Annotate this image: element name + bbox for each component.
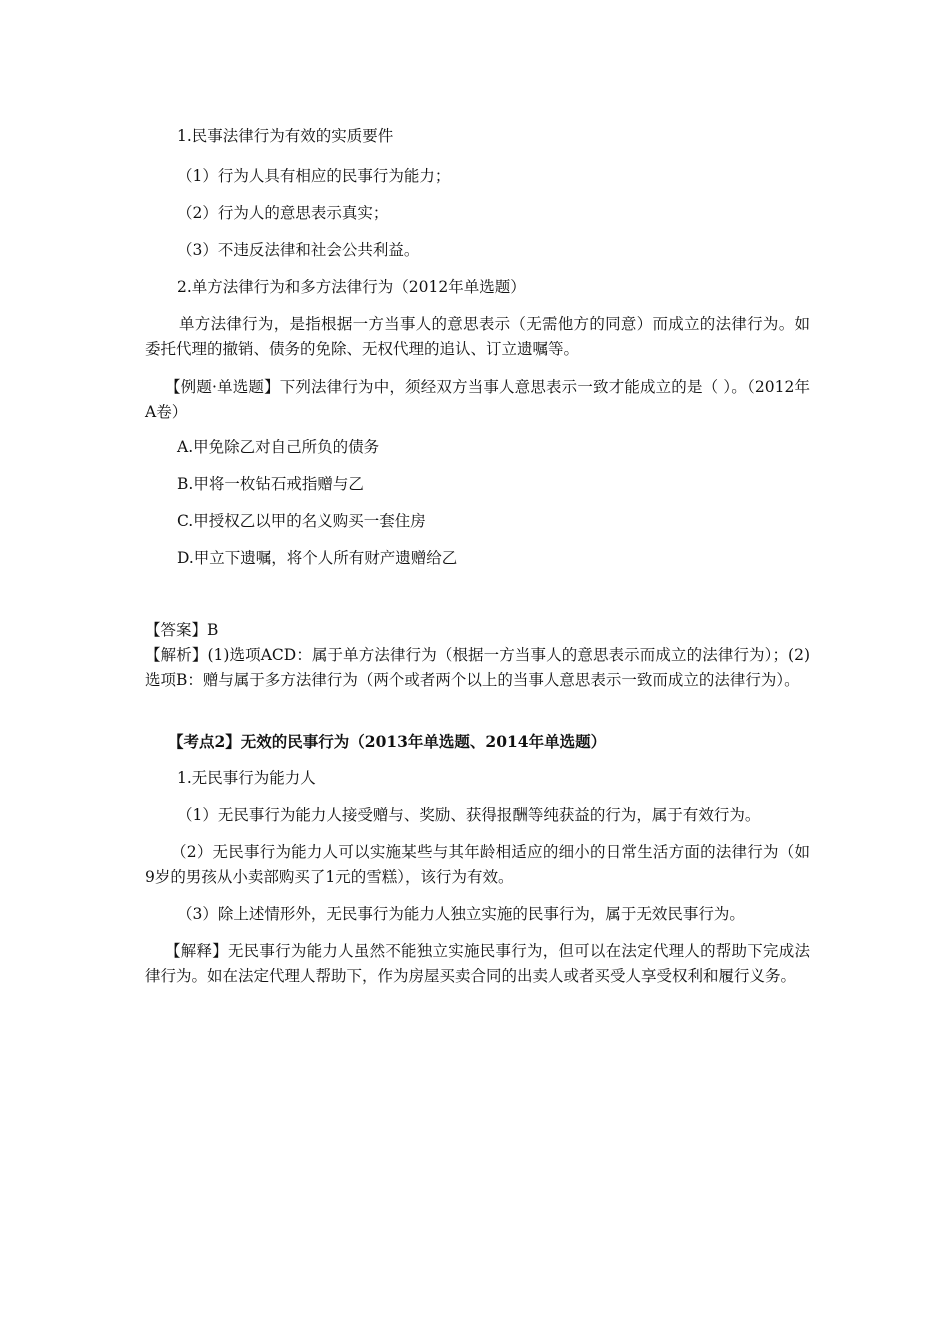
kaodian-item-2: （2）无民事行为能力人可以实施某些与其年龄相适应的细小的日常生活方面的法律行为（如9岁的男孩从小卖部购买了1元的雪糕），该行为有效。 (145, 843, 810, 886)
kaodian-title: 【考点2】无效的民事行为（2013年单选题、2014年单选题） (168, 732, 607, 751)
kaodian-heading: 1.无民事行为能力人 (177, 769, 316, 787)
section-1-heading: 1.民事法律行为有效的实质要件 (177, 127, 394, 145)
answer-analysis: 【解析】(1)选项ACD：属于单方法律行为（根据一方当事人的意思表示而成立的法律行为）；(2)选项B：赠与属于多方法律行为（两个或者两个以上的当事人意思表示一致而成立的法律行为）。 (145, 646, 810, 689)
kaodian-item-1: （1）无民事行为能力人接受赠与、奖励、获得报酬等纯获益的行为，属于有效行为。 (177, 806, 761, 824)
kaodian-item-3: （3）除上述情形外，无民事行为能力人独立实施的民事行为，属于无效民事行为。 (177, 905, 745, 923)
list-item: （2）行为人的意思表示真实； (177, 204, 389, 222)
section-2-heading: 2.单方法律行为和多方法律行为（2012年单选题） (177, 278, 526, 296)
answer-label: 【答案】B (145, 621, 219, 639)
list-item: （3）不违反法律和社会公共利益。 (177, 241, 420, 259)
option-a: A.甲免除乙对自己所负的债务 (177, 438, 380, 456)
option-c: C.甲授权乙以甲的名义购买一套住房 (177, 512, 426, 530)
list-item: （1）行为人具有相应的民事行为能力； (177, 167, 451, 185)
option-d: D.甲立下遗嘱，将个人所有财产遗赠给乙 (177, 549, 458, 567)
option-b: B.甲将一枚钻石戒指赠与乙 (177, 475, 364, 493)
kaodian-explanation: 【解释】无民事行为能力人虽然不能独立实施民事行为，但可以在法定代理人的帮助下完成法律行为。如在法定代理人帮助下，作为房屋买卖合同的出卖人或者买受人享受权利和履行义务。 (145, 942, 810, 985)
example-question: 【例题·单选题】下列法律行为中，须经双方当事人意思表示一致才能成立的是（ ）。（2012年A卷） (145, 378, 810, 421)
section-2-paragraph: 单方法律行为，是指根据一方当事人的意思表示（无需他方的同意）而成立的法律行为。如委托代理的撤销、债务的免除、无权代理的追认、订立遗嘱等。 (145, 315, 810, 358)
